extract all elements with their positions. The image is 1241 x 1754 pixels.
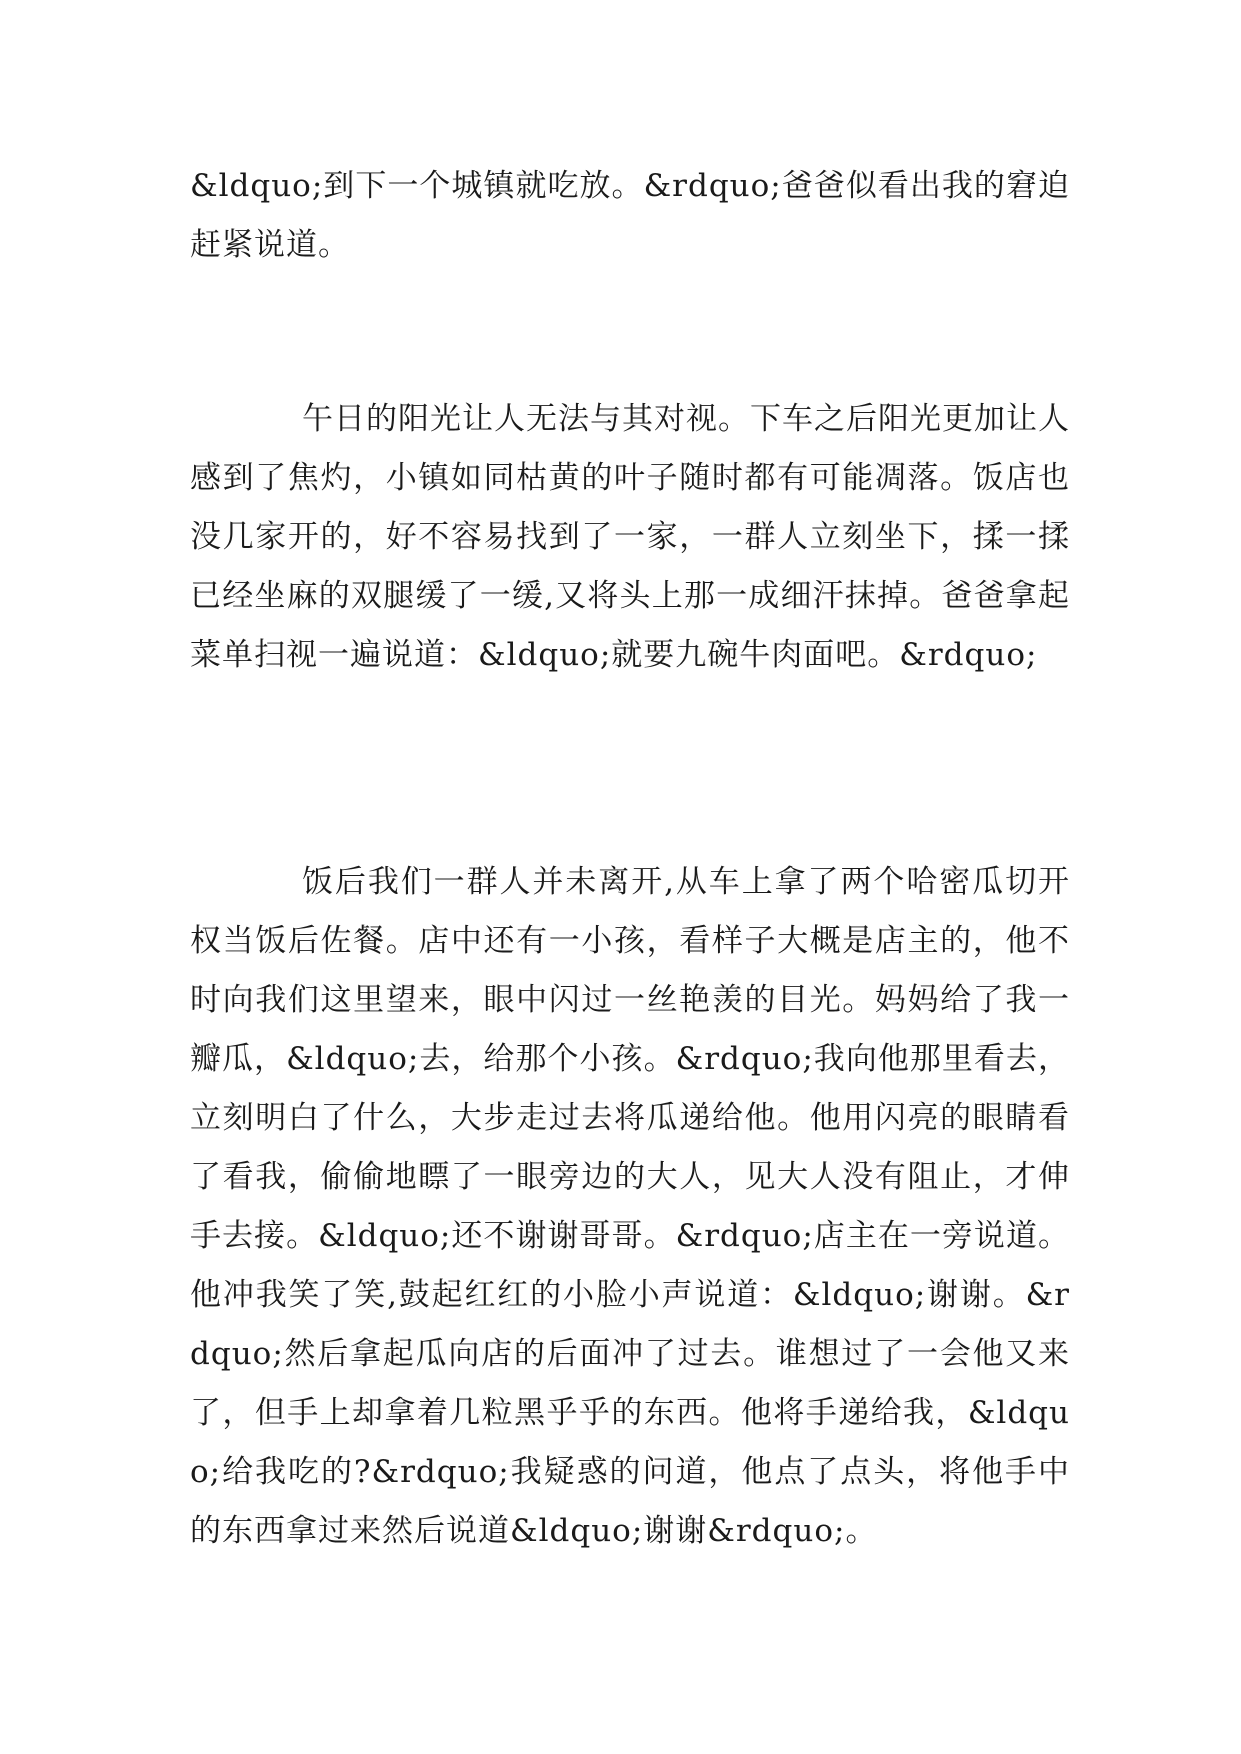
paragraph-melon: 饭后我们一群人并未离开,从车上拿了两个哈密瓜切开权当饭后佐餐。店中还有一小孩，看样子大概是店主的，他不时向我们这里望来，眼中闪过一丝艳羡的目光。妈妈给了我一瓣瓜，&ldquo;去，给那个小孩。&rdquo;我向他那里看去，立刻明白了什么，大步走过去将瓜递给他。他用闪亮的眼睛看了看我，偷偷地瞟了一眼旁边的大人，见大人没有阻止，才伸手去接。&ldquo;还不谢谢哥哥。&rdquo;店主在一旁说道。他冲我笑了笑,鼓起红红的小脸小声说道：&ldquo;谢谢。&rdquo;然后拿起瓜向店的后面冲了过去。谁想过了一会他又来了，但手上却拿着几粒黑乎乎的东西。他将手递给我，&ldquo;给我吃的?&rdquo;我疑惑的问道，他点了点头，将他手中的东西拿过来然后说道&ldquo;谢谢&rdquo;。: [190, 864, 1070, 1549]
paragraph-dialogue: &ldquo;到下一个城镇就吃放。&rdquo;爸爸似看出我的窘迫赶紧说道。: [190, 168, 1070, 263]
paragraph-restaurant: 午日的阳光让人无法与其对视。下车之后阳光更加让人感到了焦灼，小镇如同枯黄的叶子随时都有可能凋落。饭店也没几家开的，好不容易找到了一家，一群人立刻坐下，揉一揉已经坐麻的双腿缓了一缓,又将头上那一成细汗抹掉。爸爸拿起菜单扫视一遍说道：&ldquo;就要九碗牛肉面吧。&rdquo;: [190, 401, 1070, 673]
